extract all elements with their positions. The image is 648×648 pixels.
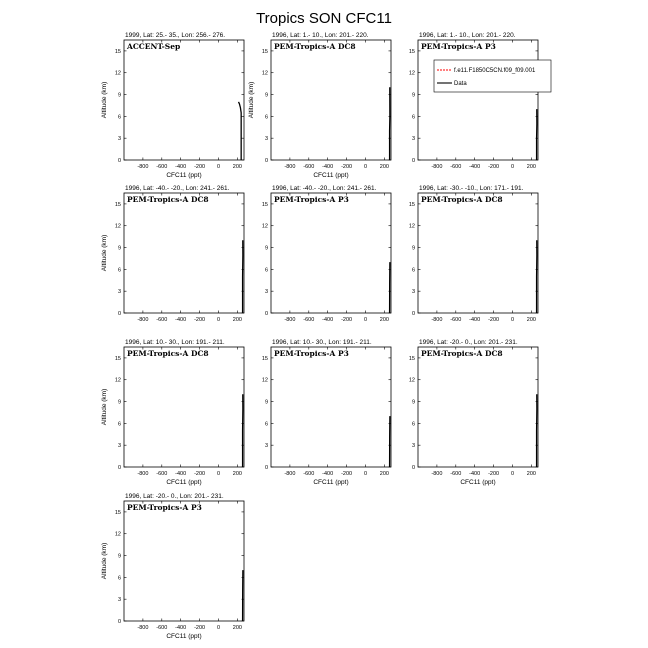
y-axis-label: Altitude (km) — [101, 542, 108, 580]
y-tick-label: 15 — [261, 355, 268, 362]
x-tick-label: -400 — [322, 471, 334, 477]
y-tick-label: 0 — [117, 158, 121, 164]
x-tick-label: -200 — [341, 164, 353, 170]
panel-campaign: PEM-Tropics-A P3 — [421, 42, 496, 51]
y-tick-label: 15 — [114, 355, 121, 362]
x-tick-label: -600 — [156, 625, 168, 631]
chart-panel-2 — [248, 32, 391, 179]
plot-frame — [418, 40, 538, 160]
y-tick-label: 6 — [411, 267, 415, 274]
y-tick-label: 3 — [117, 443, 121, 450]
y-tick-label: 0 — [264, 311, 268, 317]
y-tick-label: 9 — [264, 399, 268, 406]
y-tick-label: 3 — [264, 289, 268, 296]
series-line-data — [239, 102, 242, 160]
x-tick-label: 200 — [379, 317, 389, 323]
chart-panel-4 — [101, 185, 244, 323]
x-tick-label: 200 — [526, 471, 536, 477]
x-tick-label: -600 — [303, 164, 315, 170]
y-tick-label: 9 — [117, 245, 121, 252]
x-tick-label: 200 — [526, 317, 536, 323]
y-tick-label: 6 — [117, 114, 121, 121]
chart-panel-10 — [101, 493, 244, 640]
panel-header: 1999, Lat: 25.- 35., Lon: 256.- 276. — [125, 32, 226, 39]
x-tick-label: -400 — [175, 471, 187, 477]
plot-frame — [271, 193, 391, 313]
chart-panel-6 — [409, 185, 538, 323]
panel-header: 1996, Lat: -20.- 0., Lon: 201.- 231. — [419, 339, 518, 346]
y-tick-label: 15 — [408, 48, 415, 55]
y-tick-label: 3 — [264, 443, 268, 450]
panel-header: 1996, Lat: 10.- 30., Lon: 191.- 211. — [125, 339, 225, 346]
x-tick-label: 200 — [379, 164, 389, 170]
x-tick-label: -800 — [431, 317, 443, 323]
y-tick-label: 9 — [117, 553, 121, 560]
x-tick-label: -600 — [156, 471, 168, 477]
panel-header: 1996, Lat: 10.- 30., Lon: 191.- 211. — [272, 339, 372, 346]
x-tick-label: -800 — [137, 625, 149, 631]
x-tick-label: -800 — [137, 317, 149, 323]
y-tick-label: 0 — [411, 311, 415, 317]
legend-label: f.e11.F1850C5CN.f09_f09.001 — [454, 68, 536, 74]
x-tick-label: -200 — [194, 625, 206, 631]
y-tick-label: 12 — [114, 377, 121, 384]
chart-panel-1 — [101, 32, 244, 179]
y-tick-label: 12 — [408, 223, 415, 230]
x-tick-label: 0 — [216, 471, 221, 477]
y-tick-label: 6 — [264, 267, 268, 274]
x-tick-label: -800 — [431, 164, 443, 170]
panel-header: 1996, Lat: -40.- -20., Lon: 241.- 261. — [272, 185, 377, 192]
x-tick-label: 0 — [363, 164, 368, 170]
y-tick-label: 12 — [261, 377, 268, 384]
x-axis-label: CFC11 (ppt) — [166, 172, 202, 179]
x-tick-label: 0 — [510, 471, 515, 477]
x-tick-label: -200 — [194, 471, 206, 477]
y-tick-label: 12 — [114, 70, 121, 77]
y-tick-label: 6 — [264, 421, 268, 428]
y-tick-label: 0 — [264, 158, 268, 164]
x-tick-label: -400 — [175, 317, 187, 323]
x-axis-label: CFC11 (ppt) — [313, 172, 349, 179]
x-tick-label: -200 — [341, 471, 353, 477]
plot-frame — [418, 193, 538, 313]
y-tick-label: 3 — [264, 136, 268, 143]
x-tick-label: -200 — [341, 317, 353, 323]
chart-panel-7 — [101, 339, 244, 486]
x-tick-label: -200 — [488, 164, 500, 170]
y-tick-label: 12 — [114, 223, 121, 230]
y-tick-label: 9 — [411, 92, 415, 99]
y-tick-label: 12 — [114, 531, 121, 538]
x-tick-label: -400 — [322, 164, 334, 170]
x-tick-label: 0 — [363, 471, 368, 477]
panel-header: 1996, Lat: -20.- 0., Lon: 201.- 231. — [125, 493, 224, 500]
figure-title: Tropics SON CFC11 — [256, 10, 392, 27]
x-tick-label: -600 — [450, 317, 462, 323]
y-tick-label: 3 — [411, 443, 415, 450]
panel-header: 1996, Lat: 1.- 10., Lon: 201.- 220. — [272, 32, 369, 39]
x-tick-label: -800 — [431, 471, 443, 477]
y-tick-label: 15 — [114, 509, 121, 516]
y-tick-label: 3 — [411, 289, 415, 296]
panel-campaign: ACCENT-Sep — [127, 42, 181, 51]
panel-header: 1996, Lat: 1.- 10., Lon: 201.- 220. — [419, 32, 516, 39]
y-tick-label: 0 — [411, 158, 415, 164]
x-tick-label: -200 — [488, 317, 500, 323]
x-tick-label: 0 — [216, 625, 221, 631]
y-tick-label: 9 — [264, 92, 268, 99]
y-axis-label: Altitude (km) — [248, 81, 255, 119]
y-tick-label: 6 — [411, 421, 415, 428]
y-tick-label: 9 — [117, 92, 121, 99]
x-tick-label: 0 — [216, 317, 221, 323]
y-tick-label: 9 — [264, 245, 268, 252]
x-tick-label: -800 — [284, 164, 296, 170]
x-tick-label: -600 — [450, 164, 462, 170]
plot-frame — [271, 347, 391, 467]
x-tick-label: -400 — [175, 625, 187, 631]
panel-campaign: PEM-Tropics-A P3 — [127, 503, 202, 512]
panel-campaign: PEM-Tropics-A DC8 — [421, 195, 503, 204]
x-tick-label: 0 — [510, 317, 515, 323]
y-tick-label: 6 — [264, 114, 268, 121]
x-tick-label: -400 — [469, 164, 481, 170]
legend-label: Data — [454, 81, 467, 87]
plot-frame — [418, 347, 538, 467]
panel-grid — [101, 32, 551, 640]
plot-frame — [124, 501, 244, 621]
x-tick-label: -200 — [194, 317, 206, 323]
y-tick-label: 15 — [408, 201, 415, 208]
panel-campaign: PEM-Tropics-A P3 — [274, 349, 349, 358]
panel-header: 1996, Lat: -40.- -20., Lon: 241.- 261. — [125, 185, 230, 192]
x-tick-label: -800 — [137, 164, 149, 170]
y-axis-label: Altitude (km) — [101, 388, 108, 426]
x-tick-label: 200 — [232, 625, 242, 631]
y-tick-label: 12 — [261, 70, 268, 77]
panel-campaign: PEM-Tropics-A DC8 — [274, 42, 356, 51]
y-tick-label: 9 — [411, 399, 415, 406]
plot-frame — [124, 347, 244, 467]
x-tick-label: 0 — [216, 164, 221, 170]
y-tick-label: 12 — [408, 70, 415, 77]
x-tick-label: -800 — [137, 471, 149, 477]
x-tick-label: 0 — [510, 164, 515, 170]
x-tick-label: 0 — [363, 317, 368, 323]
panel-campaign: PEM-Tropics-A DC8 — [127, 195, 209, 204]
y-tick-label: 6 — [117, 575, 121, 582]
legend-box — [434, 60, 551, 92]
chart-panel-5 — [262, 185, 391, 323]
y-axis-label: Altitude (km) — [101, 81, 108, 119]
x-tick-label: -800 — [284, 471, 296, 477]
x-tick-label: 200 — [232, 471, 242, 477]
x-tick-label: -400 — [322, 317, 334, 323]
x-axis-label: CFC11 (ppt) — [460, 479, 496, 486]
x-tick-label: -600 — [303, 471, 315, 477]
y-axis-label: Altitude (km) — [101, 234, 108, 272]
chart-panel-3 — [409, 32, 551, 170]
y-tick-label: 9 — [411, 245, 415, 252]
y-tick-label: 0 — [117, 465, 121, 471]
y-tick-label: 3 — [117, 289, 121, 296]
x-tick-label: -600 — [156, 164, 168, 170]
panel-campaign: PEM-Tropics-A DC8 — [421, 349, 503, 358]
x-tick-label: 200 — [379, 471, 389, 477]
y-tick-label: 12 — [408, 377, 415, 384]
x-tick-label: -800 — [284, 317, 296, 323]
x-tick-label: -400 — [175, 164, 187, 170]
y-tick-label: 0 — [117, 311, 121, 317]
panel-campaign: PEM-Tropics-A P3 — [274, 195, 349, 204]
y-tick-label: 0 — [411, 465, 415, 471]
x-axis-label: CFC11 (ppt) — [313, 479, 349, 486]
x-tick-label: -400 — [469, 471, 481, 477]
y-tick-label: 15 — [114, 201, 121, 208]
plot-frame — [271, 40, 391, 160]
x-tick-label: 200 — [232, 317, 242, 323]
panel-header: 1996, Lat: -30.- -10., Lon: 171.- 191. — [419, 185, 524, 192]
x-tick-label: -200 — [194, 164, 206, 170]
y-tick-label: 12 — [261, 223, 268, 230]
x-tick-label: 200 — [526, 164, 536, 170]
x-tick-label: -600 — [156, 317, 168, 323]
plot-frame — [124, 193, 244, 313]
x-axis-label: CFC11 (ppt) — [166, 479, 202, 486]
y-tick-label: 3 — [411, 136, 415, 143]
y-tick-label: 15 — [114, 48, 121, 55]
y-tick-label: 15 — [408, 355, 415, 362]
x-tick-label: -600 — [303, 317, 315, 323]
y-tick-label: 9 — [117, 399, 121, 406]
x-tick-label: -200 — [488, 471, 500, 477]
y-tick-label: 3 — [117, 597, 121, 604]
y-tick-label: 0 — [117, 619, 121, 625]
chart-panel-9 — [409, 339, 538, 486]
y-tick-label: 0 — [264, 465, 268, 471]
y-tick-label: 6 — [411, 114, 415, 121]
x-tick-label: -600 — [450, 471, 462, 477]
y-tick-label: 3 — [117, 136, 121, 143]
x-axis-label: CFC11 (ppt) — [166, 633, 202, 640]
chart-panel-8 — [262, 339, 391, 486]
legend — [434, 60, 551, 92]
y-tick-label: 6 — [117, 421, 121, 428]
y-tick-label: 15 — [261, 201, 268, 208]
y-tick-label: 15 — [261, 48, 268, 55]
x-tick-label: 200 — [232, 164, 242, 170]
y-tick-label: 6 — [117, 267, 121, 274]
x-tick-label: -400 — [469, 317, 481, 323]
panel-campaign: PEM-Tropics-A DC8 — [127, 349, 209, 358]
plot-frame — [124, 40, 244, 160]
